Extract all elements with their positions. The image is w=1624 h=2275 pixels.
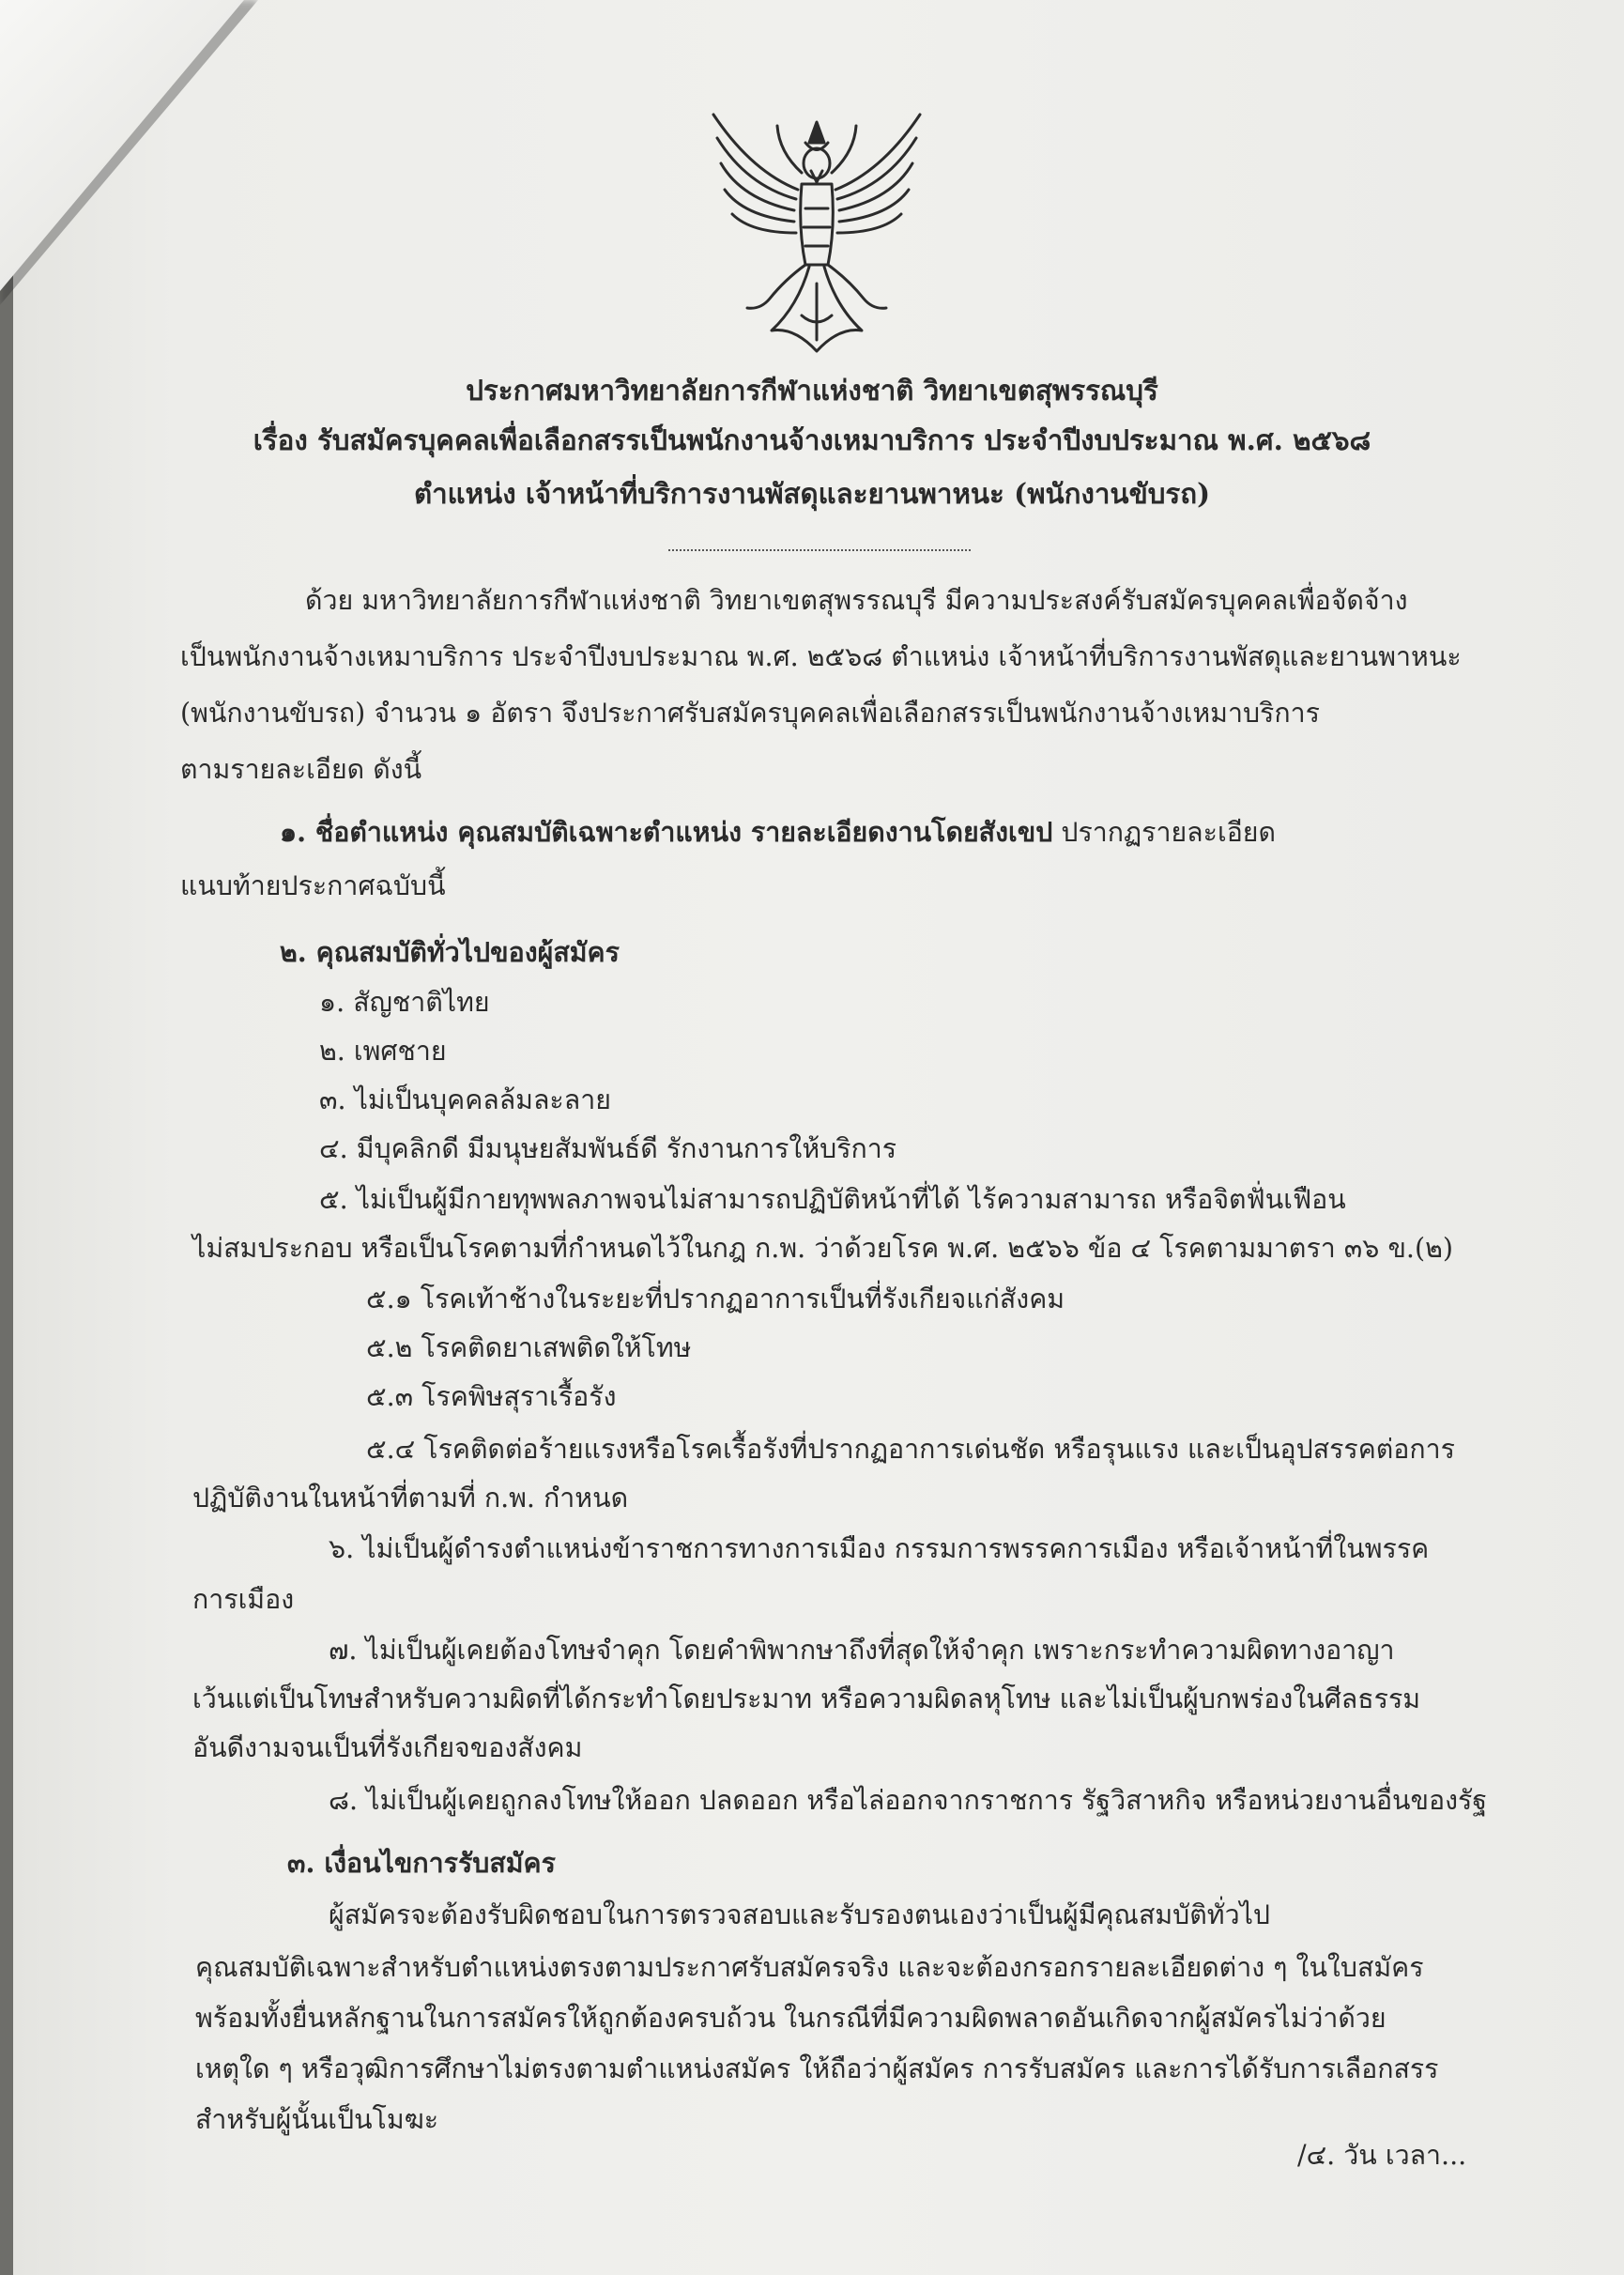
section3-line: สำหรับผู้นั้นเป็นโมฆะ — [195, 2104, 439, 2135]
section3-line: ผู้สมัครจะต้องรับผิดชอบในการตรวจสอบและรับรองตนเองว่าเป็นผู้มีคุณสมบัติทั่วไป — [329, 1899, 1270, 1930]
list-item: ไม่สมประกอบ หรือเป็นโรคตามที่กำหนดไว้ในกฎ ก.พ. ว่าด้วยโรค พ.ศ. ๒๕๖๖ ข้อ ๔ โรคตามมาตรา ๓๖ ข.(๒) — [192, 1233, 1454, 1264]
continue-note: /๔. วัน เวลา... — [1297, 2140, 1467, 2171]
section1-text: ปรากฏรายละเอียด — [1052, 817, 1277, 848]
title-line-1: ประกาศมหาวิทยาลัยการกีฬาแห่งชาติ วิทยาเขตสุพรรณบุรี — [466, 374, 1158, 407]
list-item: ๕.๒ โรคติดยาเสพติดให้โทษ — [366, 1332, 692, 1363]
list-item: ๕.๔ โรคติดต่อร้ายแรงหรือโรคเรื้อรังที่ปรากฏอาการเด่นชัด หรือรุนแรง และเป็นอุปสรรคต่อการ — [366, 1434, 1455, 1465]
list-item: ๕.๓ โรคพิษสุราเรื้อรัง — [366, 1381, 617, 1412]
section2-heading: ๒. คุณสมบัติทั่วไปของผู้สมัคร — [280, 936, 620, 968]
list-item: ๘. ไม่เป็นผู้เคยถูกลงโทษให้ออก ปลดออก หรือไล่ออกจากราชการ รัฐวิสาหกิจ หรือหน่วยงานอื่นของรัฐ — [329, 1785, 1488, 1816]
list-item: ๗. ไม่เป็นผู้เคยต้องโทษจำคุก โดยคำพิพากษาถึงที่สุดให้จำคุก เพราะกระทำความผิดทางอาญา — [329, 1635, 1395, 1666]
list-item: ๔. มีบุคลิกดี มีมนุษยสัมพันธ์ดี รักงานการให้บริการ — [319, 1133, 897, 1164]
section3-line: คุณสมบัติเฉพาะสำหรับตำแหน่งตรงตามประกาศรับสมัครจริง และจะต้องกรอกรายละเอียดต่าง ๆ ในใบสมัคร — [195, 1952, 1424, 1983]
list-item: ๕. ไม่เป็นผู้มีกายทุพพลภาพจนไม่สามารถปฏิบัติหน้าที่ได้ ไร้ความสามารถ หรือจิตฟั่นเฟือน — [319, 1184, 1346, 1215]
section1-line — [280, 816, 1277, 848]
intro-line: ตามรายละเอียด ดังนี้ — [180, 754, 422, 785]
list-item: เว้นแต่เป็นโทษสำหรับความผิดที่ได้กระทำโดยประมาท หรือความผิดลหุโทษ และไม่เป็นผู้บกพร่องในศีลธรรม — [192, 1683, 1421, 1714]
intro-line: (พนักงานขับรถ) จำนวน ๑ อัตรา จึงประกาศรับสมัครบุคคลเพื่อเลือกสรรเป็นพนักงานจ้างเหมาบริการ — [180, 698, 1320, 729]
section1-line-2: แนบท้ายประกาศฉบับนี้ — [180, 870, 446, 901]
intro-line: เป็นพนักงานจ้างเหมาบริการ ประจำปีงบประมาณ พ.ศ. ๒๕๖๘ ตำแหน่ง เจ้าหน้าที่บริการงานพัสดุและยานพาหนะ — [180, 641, 1462, 672]
intro-line: ด้วย มหาวิทยาลัยการกีฬาแห่งชาติ วิทยาเขตสุพรรณบุรี มีความประสงค์รับสมัครบุคคลเพื่อจัดจ้าง — [305, 585, 1408, 616]
list-item: ๑. สัญชาติไทย — [319, 987, 490, 1018]
title-divider — [668, 549, 971, 551]
list-item: การเมือง — [192, 1584, 295, 1615]
list-item: ๒. เพศชาย — [319, 1036, 447, 1067]
list-item: ปฏิบัติงานในหน้าที่ตามที่ ก.พ. กำหนด — [192, 1483, 629, 1514]
list-item: ๖. ไม่เป็นผู้ดำรงตำแหน่งข้าราชการทางการเมือง กรรมการพรรคการเมือง หรือเจ้าหน้าที่ในพรรค — [329, 1533, 1430, 1564]
title-line-3: ตำแหน่ง เจ้าหน้าที่บริการงานพัสดุและยานพาหนะ (พนักงานขับรถ) — [413, 477, 1211, 510]
section3-line: เหตุใด ๆ หรือวุฒิการศึกษาไม่ตรงตามตำแหน่งสมัคร ให้ถือว่าผู้สมัคร การรับสมัคร และการได้รับการเลือกสรร — [195, 2053, 1439, 2084]
list-item: อันดีงามจนเป็นที่รังเกียจของสังคม — [192, 1732, 583, 1763]
title-line-2: เรื่อง รับสมัครบุคคลเพื่อเลือกสรรเป็นพนักงานจ้างเหมาบริการ ประจำปีงบประมาณ พ.ศ. ๒๕๖๘ — [253, 423, 1371, 456]
list-item: ๕.๑ โรคเท้าช้างในระยะที่ปรากฏอาการเป็นที่รังเกียจแก่สังคม — [366, 1284, 1065, 1314]
list-item: ๓. ไม่เป็นบุคคลล้มละลาย — [319, 1084, 611, 1115]
section3-line: พร้อมทั้งยื่นหลักฐานในการสมัครให้ถูกต้องครบถ้วน ในกรณีที่มีความผิดพลาดอันเกิดจากผู้สมัครไม่ว่าด้วย — [195, 2003, 1387, 2034]
section1-heading: ๑. ชื่อตำแหน่ง คุณสมบัติเฉพาะตำแหน่ง รายละเอียดงานโดยสังเขป — [280, 816, 1053, 848]
section3-heading: ๓. เงื่อนไขการรับสมัคร — [287, 1847, 556, 1879]
garuda-emblem-icon — [704, 105, 929, 357]
